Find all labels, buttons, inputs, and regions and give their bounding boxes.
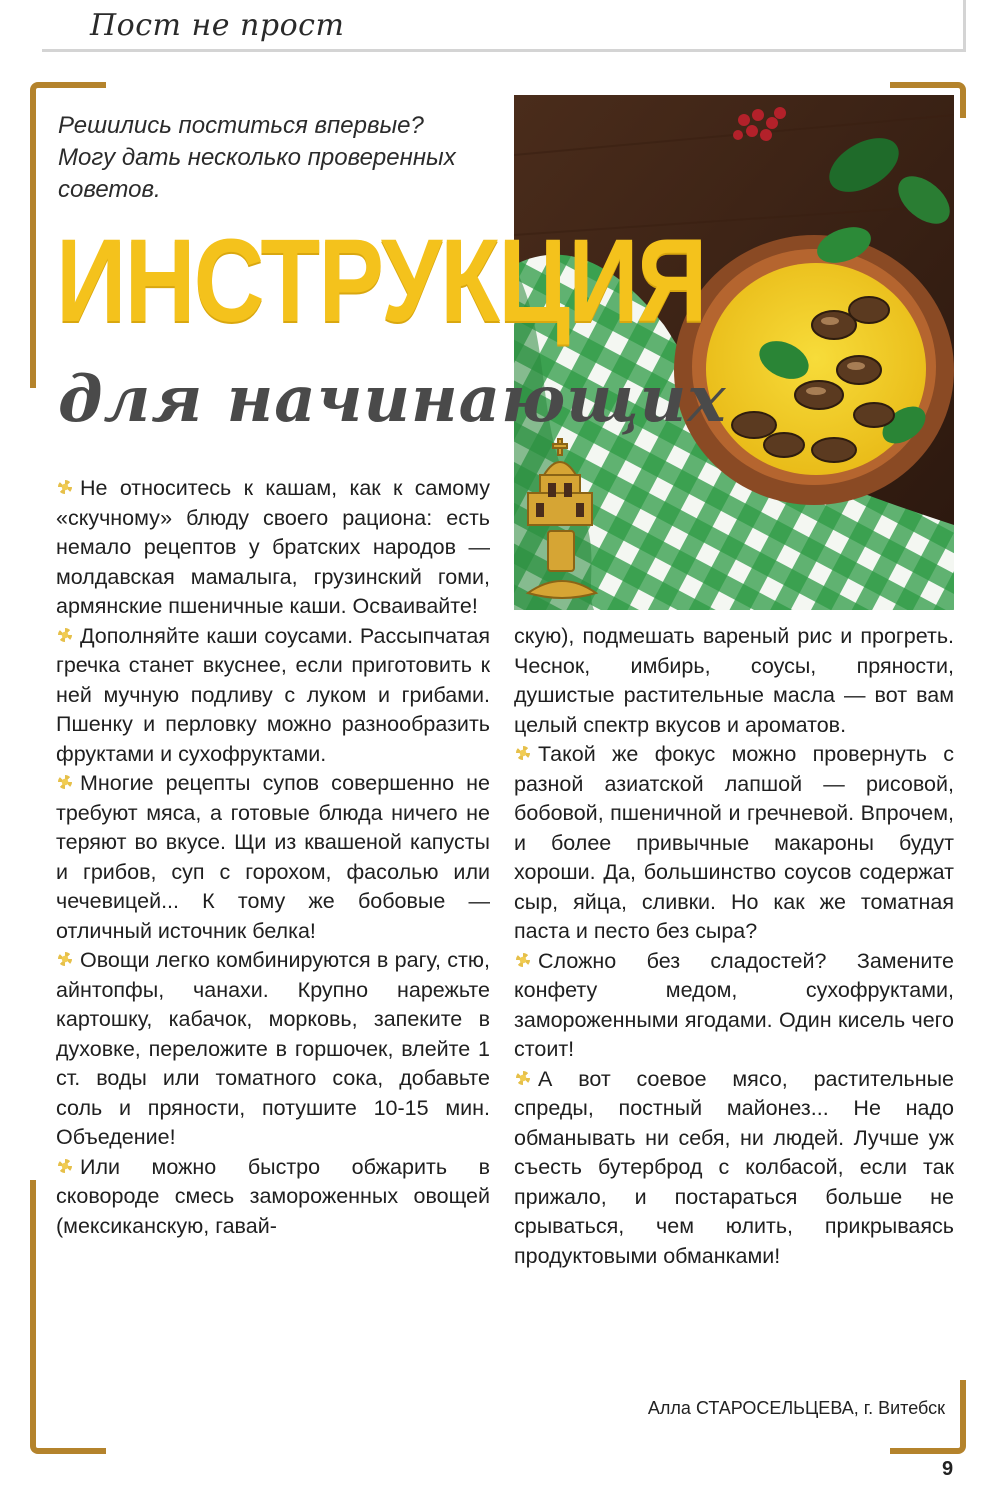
church-bread-emblem-icon xyxy=(522,435,602,605)
flower-bullet-icon xyxy=(58,480,72,494)
paragraph: скую), подмешать вареный рис и прогреть. Чеснок, имбирь, соусы, пряности, душистые растительные масла — вот вам целый спектр вкусов и ароматов. xyxy=(514,624,954,737)
flower-bullet-icon xyxy=(516,1071,530,1085)
page-number: 9 xyxy=(942,1458,954,1480)
lead-text: Решились поститься впервые? Могу дать несколько проверенных советов. xyxy=(58,112,456,203)
byline: Алла СТАРОСЕЛЬЦЕВА, г. Витебск xyxy=(647,1398,945,1418)
subheadline: для начинающих xyxy=(58,362,727,437)
paragraph: Такой же фокус можно провернуть с разной азиатской лапшой — рисовой, бобовой, пшеничной и гречневой. Впрочем, и более привычные макароны будут хороши. Да, большинство соусов содержат сыр, яйца, сливки. Но как же томатная паста и песто без сыра? xyxy=(514,742,954,943)
headline: ИНСТРУКЦИЯ xyxy=(56,215,706,347)
flower-bullet-icon xyxy=(58,1159,72,1173)
flower-bullet-icon xyxy=(516,953,530,967)
paragraph: Или можно быстро обжарить в сковороде смесь замороженных овощей (мексиканскую, гавай- xyxy=(56,1154,490,1238)
paragraph: Овощи легко комбинируются в рагу, стю, айнтопфы, чанахи. Крупно нарежьте картошку, кабачок, морковь, запеките в духовке, переложите в горшочек, влейте 1 ст. воды или томатного сока, добавьте соль и пряности, потушите 10-15 мин. Объедение! xyxy=(56,948,490,1149)
paragraph: Дополняйте каши соусами. Рассыпчатая гречка станет вкуснее, если приготовить к ней мучную подливу с луком и грибами. Пшенку и перловку можно разнообразить фруктами и сухофруктами. xyxy=(56,623,490,766)
running-head-title: Пост не прост xyxy=(90,8,345,43)
left-column xyxy=(56,474,490,1241)
flower-bullet-icon xyxy=(58,952,72,966)
running-head xyxy=(42,0,966,52)
flower-bullet-icon xyxy=(516,746,530,760)
paragraph: Многие рецепты супов совершенно не требуют мяса, а готовые блюда ничего не теряют во вкусе. Щи из квашеной капусты и грибов, суп с горохом, фасолью или чечевицей... К тому же бобовые — отличный источник белка! xyxy=(56,771,490,943)
right-column xyxy=(514,622,954,1271)
paragraph: Не относитесь к кашам, как к самому «скучному» блюду своего рациона: есть немало рецептов у братских народов — молдавская мамалыга, грузинский гоми, армянские пшеничные каши. Осваивайте! xyxy=(56,476,490,618)
article-photo xyxy=(514,95,954,610)
paragraph: А вот соевое мясо, растительные спреды, постный майонез... Не надо обманывать ни себя, ни людей. Лучше уж съесть бутерброд с колбасой, если так прижало, и постараться больше не срываться, чем юлить, прикрываясь продуктовыми обманками! xyxy=(514,1066,954,1268)
flower-bullet-icon xyxy=(58,628,72,642)
paragraph: Сложно без сладостей? Замените конфету медом, сухофруктами, замороженными ягодами. Один кисель чего стоит! xyxy=(514,948,954,1061)
flower-bullet-icon xyxy=(58,775,72,789)
